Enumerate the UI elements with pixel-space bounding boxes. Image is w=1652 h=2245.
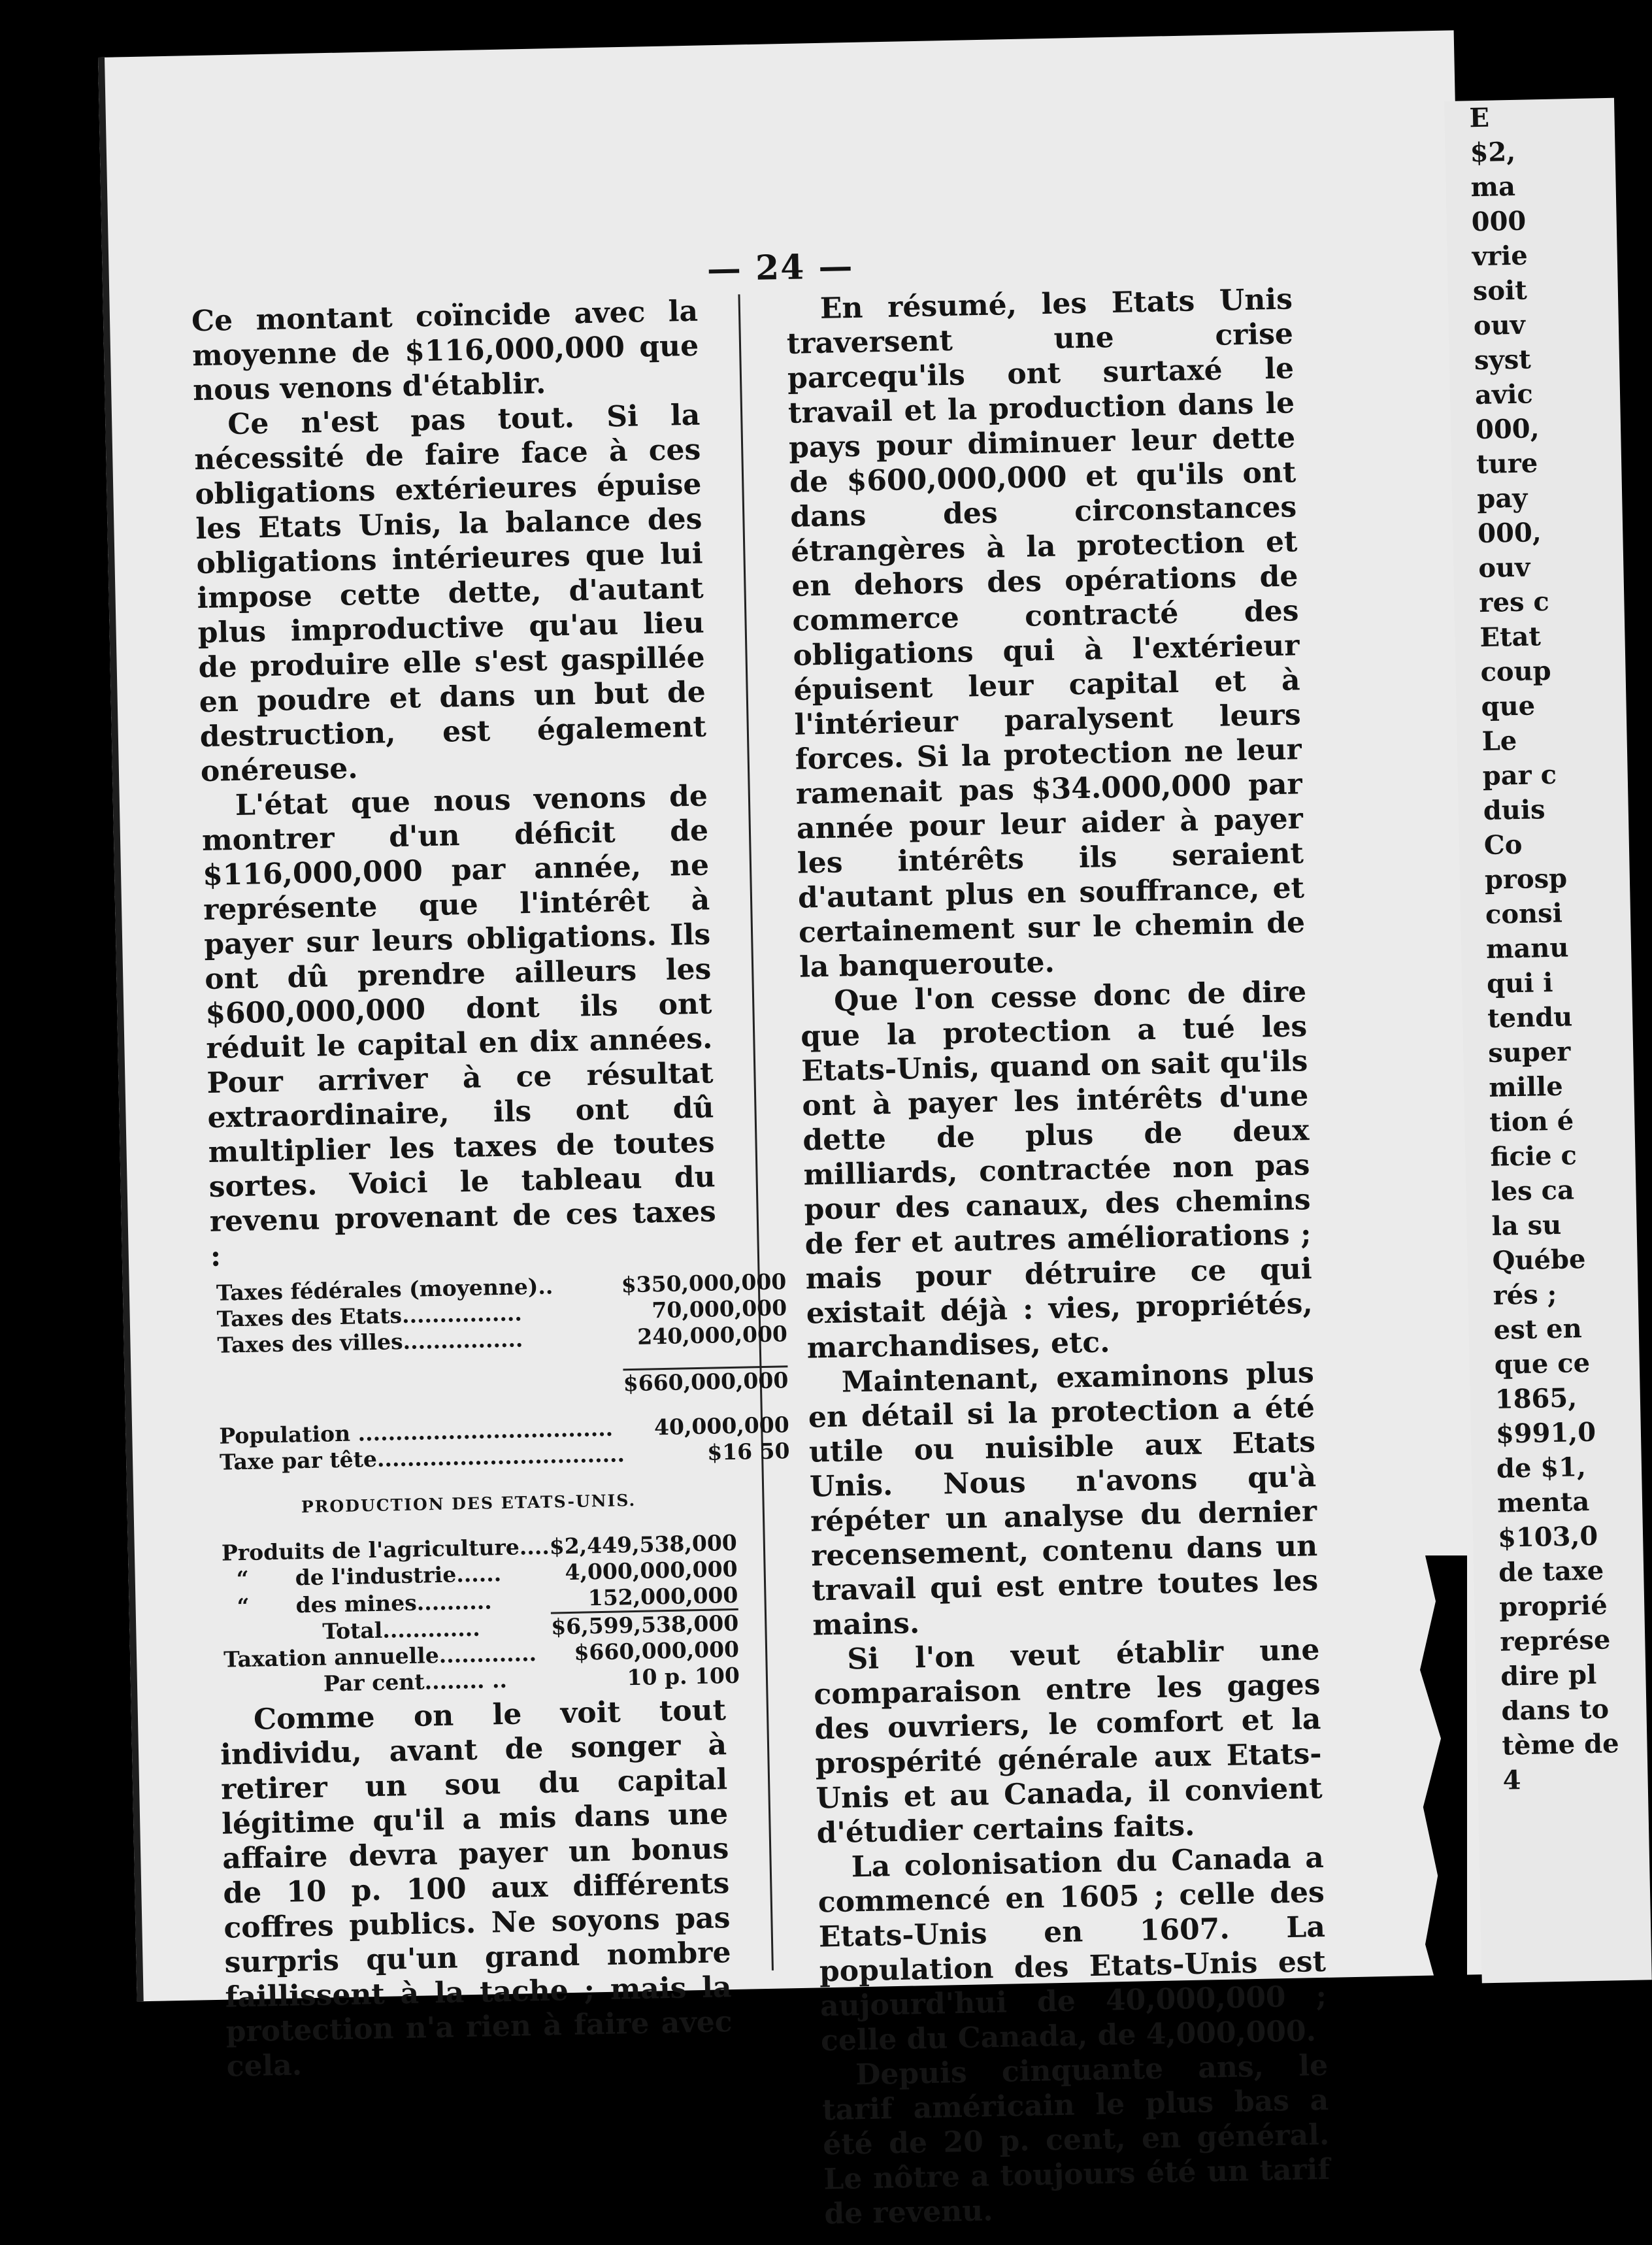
next-page-line: vrie xyxy=(1472,240,1528,273)
next-page-line: super xyxy=(1487,1036,1571,1069)
next-page-line: pay xyxy=(1476,482,1528,515)
next-page-line: duis xyxy=(1483,794,1546,827)
next-page-line: ouv xyxy=(1478,552,1530,584)
next-page-line: res c xyxy=(1478,586,1550,619)
next-page-line: $991,0 xyxy=(1495,1416,1596,1450)
column-divider xyxy=(738,294,773,1971)
next-page-line: Le xyxy=(1481,725,1517,757)
next-page-line: 000, xyxy=(1477,517,1542,550)
next-page-line: menta xyxy=(1496,1486,1590,1519)
table-row: Taxes fédérales (moyenne).. $350,000,000 xyxy=(216,1269,787,1306)
table-row: Taxe par tête................................. $16 50 xyxy=(219,1438,790,1475)
table-row: “ des mines.......... 152,000,000 xyxy=(237,1582,738,1619)
next-page-line: tème de xyxy=(1502,1728,1620,1761)
book-page xyxy=(98,30,1493,2231)
production-total: $6,599,538,000 xyxy=(550,1610,739,1640)
paragraph: La colonisation du Canada a commencé en 1605 ; celle des Etats-Unis en 1607. La population des Etats-Unis est aujourd'hui de 40,000,000 ; celle du Canada, de 4,000,000. xyxy=(818,1840,1327,2058)
next-page-line: syst xyxy=(1474,344,1532,376)
table-row: Taxes des Etats................ 70,000,000 xyxy=(216,1295,787,1332)
next-page-line: consi xyxy=(1485,897,1563,930)
next-page-line: Québe xyxy=(1492,1244,1586,1276)
table-title: PRODUCTION DES ETATS-UNIS. xyxy=(301,1490,636,1517)
next-page-line: la su xyxy=(1491,1209,1562,1242)
paragraph: Maintenant, examinons plus en détail si la protection a été utile ou nuisible aux Etats Unis. Nous n'avons qu'à répéter un analyse du dernier recensement, contenu dans un travail qui est entre toutes les mains. xyxy=(808,1356,1319,1642)
next-page-line: $103,0 xyxy=(1497,1520,1598,1554)
next-page-line: qui i xyxy=(1486,967,1553,999)
paragraph: Ce montant coïncide avec la moyenne de $116,000,000 que nous venons d'établir. xyxy=(191,294,699,408)
next-page-line: que ce xyxy=(1494,1347,1591,1380)
next-page-line: E xyxy=(1469,102,1490,134)
table-row: Population .................................. 40,000,000 xyxy=(218,1412,790,1449)
next-page-line: Co xyxy=(1483,829,1523,861)
paragraph: Ce n'est pas tout. Si la nécessité de faire face à ces obligations extérieures épuise les Etats Unis, la balance des obligations intérieures que lui impose cette dette, d'autant plus improductive qu'au lieu de produire elle s'est gaspillée en poudre et dans un but de destruction, est également onéreuse. xyxy=(193,398,707,789)
paragraph: En résumé, les Etats Unis traversent une crise parcequ'ils ont surtaxé le travail et la production dans le pays pour diminuer leur dette de $600,000,000 et qu'ils ont dans des circonstances étrangères à la protection et en dehors des opérations de commerce contracté des obligations qui à l'extérieur épuisent leur capital et à l'intérieur paralysent leurs forces. Si la protection ne leur ramenait pas $34.000,000 par année pour leur aider à payer les intérêts ils seraient d'autant plus en souffrance, et certainement sur le chemin de la banqueroute. xyxy=(786,282,1306,984)
next-page-line: ficie c xyxy=(1489,1140,1578,1172)
next-page-line: mille xyxy=(1488,1071,1564,1103)
paragraph: L'état que nous venons de montrer d'un déficit de $116,000,000 par année, ne représente que l'intérêt à payer sur leurs obligations. Ils ont dû prendre ailleurs les $600,000,000 dont ils ont réduit le capital en dix années. Pour arriver à ce résultat extraordinaire, ils ont dû multiplier les taxes de toutes sortes. Voici le tableau du revenu provenant de ces taxes : xyxy=(201,779,717,1273)
right-column xyxy=(785,282,1330,2231)
table-row: Par cent........ .. 10 p. 100 xyxy=(323,1662,740,1697)
next-page-line: est en xyxy=(1493,1313,1583,1346)
next-page-line: coup xyxy=(1480,655,1552,688)
next-page-line: tendu xyxy=(1487,1001,1573,1034)
next-page-line: 000 xyxy=(1471,205,1527,238)
table-row: Taxes des villes................ 240,000,000 xyxy=(217,1321,788,1358)
next-page-line: prosp xyxy=(1484,863,1568,895)
next-page-line: $2, xyxy=(1470,136,1516,169)
next-page-line: ouv xyxy=(1473,309,1526,342)
next-page-line: ma xyxy=(1470,171,1516,203)
next-page-line: Etat xyxy=(1479,621,1542,654)
next-page-line: 1865, xyxy=(1495,1382,1578,1415)
paragraph: Si l'on veut établir une comparaison entre les gages des ouvriers, le comfort et la prospérité générale aux Etats-Unis et au Canada, il convient d'étudier certains faits. xyxy=(813,1633,1323,1850)
next-page-line: dire pl xyxy=(1500,1659,1597,1692)
table-row: Taxation annuelle............. $660,000,000 xyxy=(223,1636,740,1672)
paragraph: Depuis cinquante ans, le tarif américain le plus bas a été de 20 p. cent, en général. Le nôtre a toujours été un tarif de revenu. xyxy=(821,2048,1330,2231)
next-page-line: avic xyxy=(1474,378,1534,411)
paragraph: Que l'on cesse donc de dire que la protection a tué les Etats-Unis, quand on sait qu'ils ont à payer les intérêts d'une dette de plus de deux milliards, contractée non pas pour des canaux, des chemins de fer et autres améliorations ; mais pour détruire ce qui existait déjà : vies, propriétés, marchandises, etc. xyxy=(800,975,1313,1365)
ditto-mark: “ xyxy=(237,1593,250,1619)
next-page-line: 4 xyxy=(1502,1765,1521,1796)
next-page-line: les ca xyxy=(1491,1174,1575,1207)
left-column xyxy=(191,294,790,2084)
next-page-line: que xyxy=(1481,690,1536,723)
next-page-line: de taxe xyxy=(1498,1555,1604,1588)
ditto-mark: “ xyxy=(236,1565,250,1592)
next-page-line: par c xyxy=(1482,759,1557,792)
next-page-line: rés ; xyxy=(1493,1278,1557,1311)
next-page-text xyxy=(1444,98,1648,1799)
taxes-total: $660,000,000 xyxy=(623,1367,789,1397)
next-page-line: soit xyxy=(1472,274,1528,307)
page-number: — 24 — xyxy=(706,246,855,290)
next-page-line: 000, xyxy=(1475,413,1540,446)
next-page-line: dans to xyxy=(1500,1693,1610,1727)
production-table xyxy=(216,1530,740,1699)
next-page-line: représe xyxy=(1499,1624,1611,1657)
next-page-line: tion é xyxy=(1489,1105,1574,1138)
table-row: “ de l'industrie...... 4,000,000,000 xyxy=(236,1555,738,1592)
next-page-line: proprié xyxy=(1498,1589,1608,1623)
next-page-line: ture xyxy=(1476,448,1538,480)
paragraph: Comme on le voit tout individu, avant de songer à retirer un sou du capital légitime qu'il a mis dans une affaire devra payer un bonus de 10 p. 100 aux différents coffres publics. Ne soyons pas surpris qu'un grand nombre faillissent à la tache ; mais la protection n'a rien à faire avec cela. xyxy=(220,1693,733,2084)
taxes-table xyxy=(211,1269,790,1476)
table-row: Produits de l'agriculture.... $2,449,538,000 xyxy=(221,1529,738,1566)
next-page-line: manu xyxy=(1485,932,1569,965)
table-row: Total............. $6,599,538,000 xyxy=(322,1610,739,1644)
next-page-line: de $1, xyxy=(1496,1452,1587,1484)
